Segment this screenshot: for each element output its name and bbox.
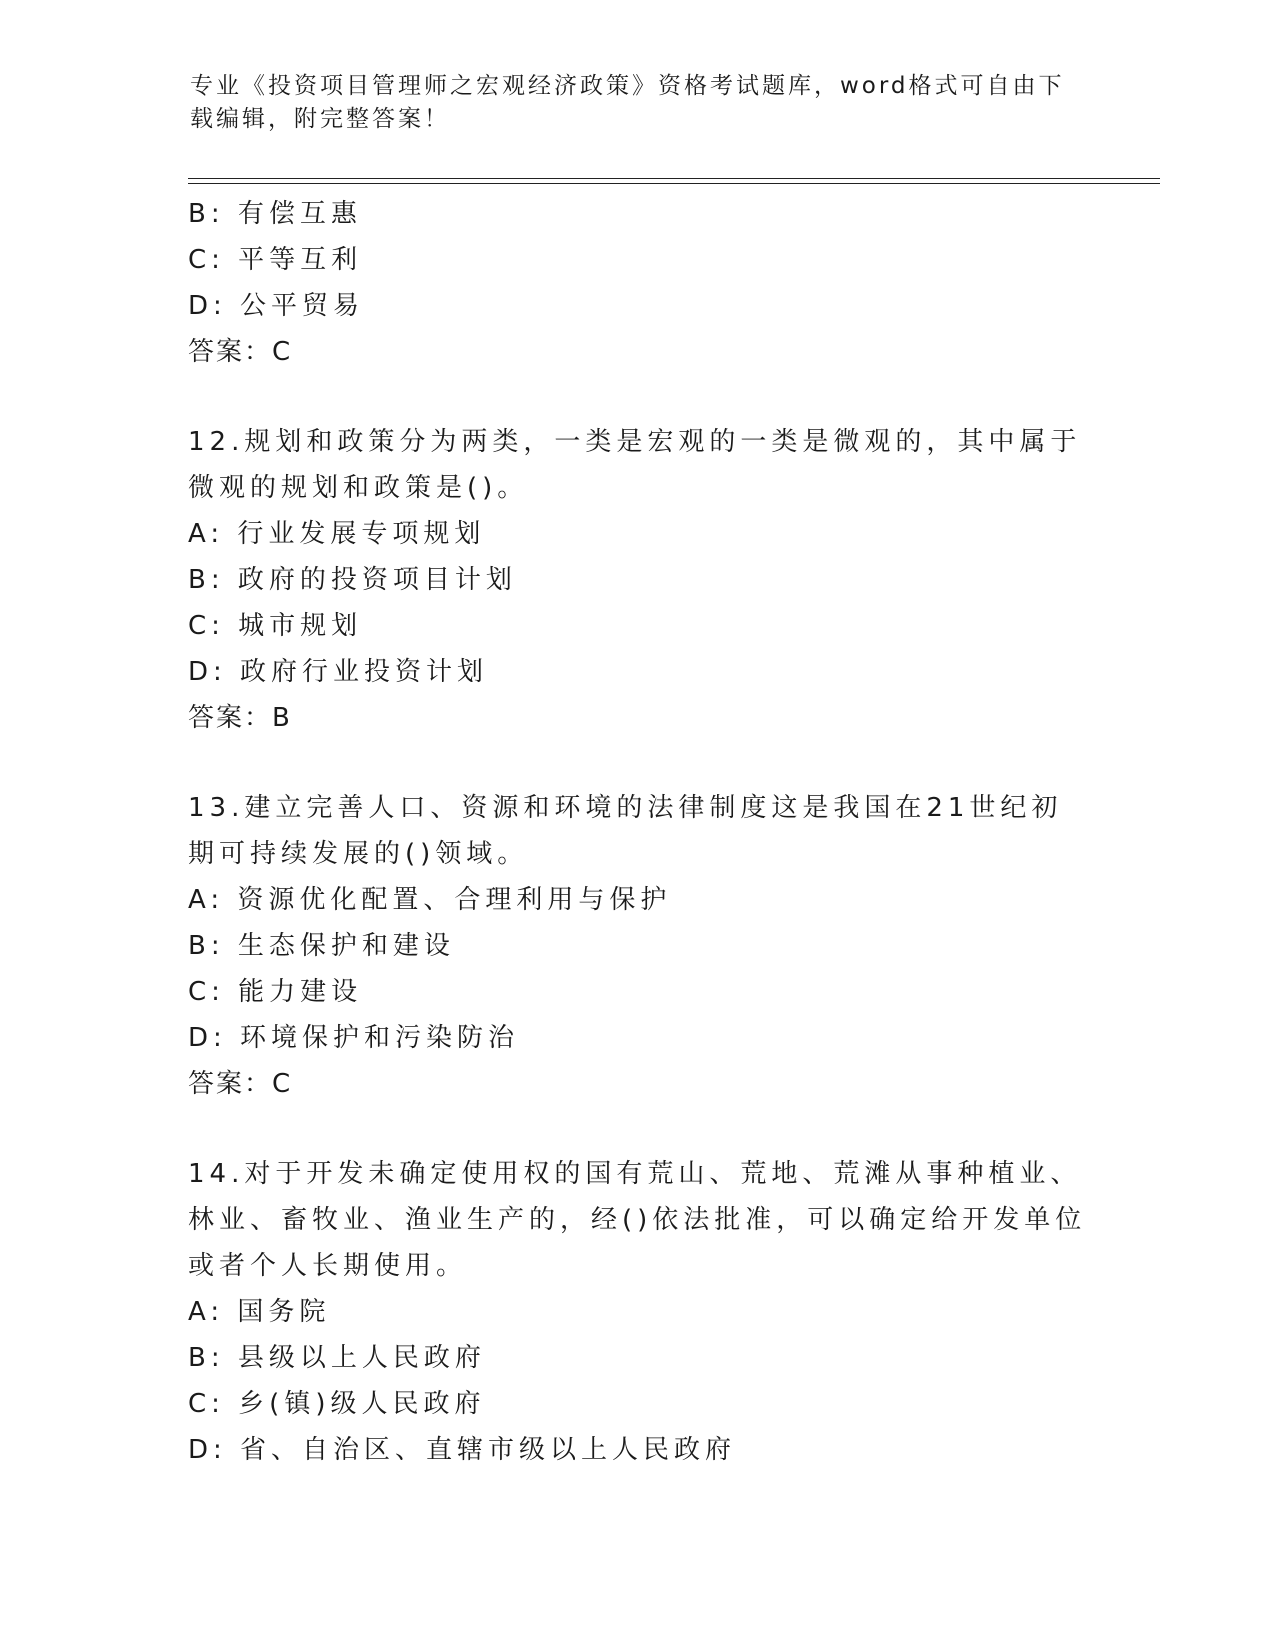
option-a: A: 行业发展专项规划 bbox=[188, 519, 486, 549]
question-14 bbox=[188, 1151, 1088, 1473]
header-rule-bottom bbox=[188, 183, 1160, 184]
answer: 答案：C bbox=[188, 337, 293, 367]
option-b: B: 政府的投资项目计划 bbox=[188, 565, 517, 595]
answer: 答案：C bbox=[188, 1069, 293, 1099]
option-c: C: 乡(镇)级人民政府 bbox=[188, 1389, 486, 1419]
option-d: D: 环境保护和污染防治 bbox=[188, 1023, 520, 1053]
question-list bbox=[188, 191, 1088, 1473]
question-13 bbox=[188, 785, 1088, 1107]
question-stem: 14.对于开发未确定使用权的国有荒山、荒地、荒滩从事种植业、林业、畜牧业、渔业生产的，经()依法批准，可以确定给开发单位或者个人长期使用。 bbox=[188, 1159, 1087, 1281]
question-11-partial bbox=[188, 191, 1088, 375]
option-a: A: 国务院 bbox=[188, 1297, 331, 1327]
option-b: B: 县级以上人民政府 bbox=[188, 1343, 486, 1373]
option-b: B: 有偿互惠 bbox=[188, 199, 362, 229]
option-a: A: 资源优化配置、合理利用与保护 bbox=[188, 885, 672, 915]
question-12 bbox=[188, 419, 1088, 741]
option-d: D: 公平贸易 bbox=[188, 291, 365, 321]
option-c: C: 城市规划 bbox=[188, 611, 363, 641]
header-rule-top bbox=[188, 178, 1160, 179]
question-stem: 12.规划和政策分为两类，一类是宏观的一类是微观的，其中属于微观的规划和政策是()。 bbox=[188, 427, 1082, 503]
option-d: D: 省、自治区、直辖市级以上人民政府 bbox=[188, 1435, 737, 1465]
question-stem: 13.建立完善人口、资源和环境的法律制度这是我国在21世纪初期可持续发展的()领域。 bbox=[188, 793, 1063, 869]
option-d: D: 政府行业投资计划 bbox=[188, 657, 489, 687]
option-b: B: 生态保护和建设 bbox=[188, 931, 455, 961]
option-c: C: 能力建设 bbox=[188, 977, 363, 1007]
option-c: C: 平等互利 bbox=[188, 245, 363, 275]
document-header: 专业《投资项目管理师之宏观经济政策》资格考试题库，word格式可自由下载编辑，附完整答案！ bbox=[190, 73, 1065, 132]
answer: 答案：B bbox=[188, 703, 292, 733]
